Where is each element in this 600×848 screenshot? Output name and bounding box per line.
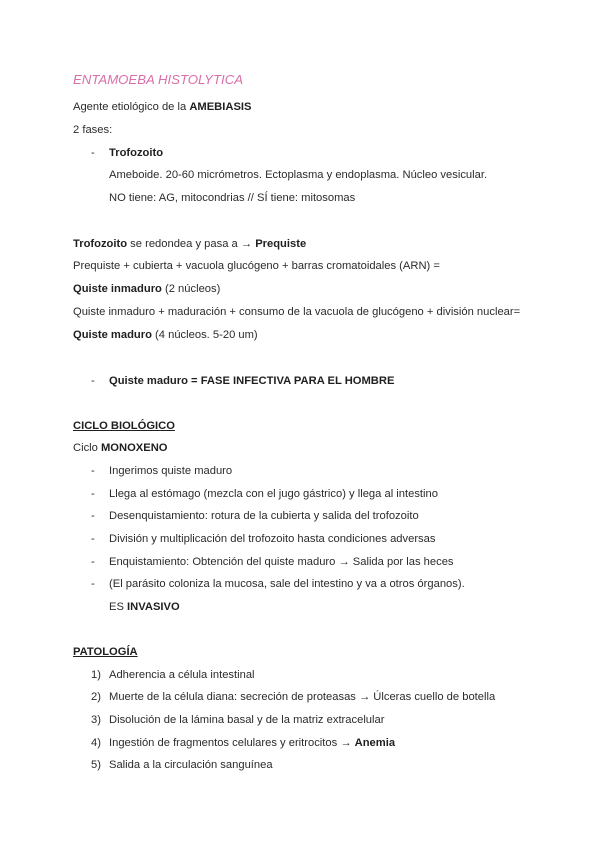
transformation-mid: se redondea y pasa a →	[127, 238, 256, 250]
cycle-type-bold: MONOXENO	[100, 442, 168, 454]
document-title: ENTAMOEBA HISTOLYTICA	[73, 72, 244, 87]
invasive-prefix: ES	[109, 601, 128, 613]
pathology-heading: PATOLOGÍA	[73, 646, 138, 658]
bullet-dash: -	[91, 556, 95, 568]
trofozoito-desc-1: Ameboide. 20-60 micrómetros. Ectoplasma y endoplasma. Núcleo vesicular.	[109, 169, 488, 181]
cycle-item-text: Ingerimos quiste maduro	[109, 465, 233, 477]
transformation-line-1	[73, 237, 306, 251]
cycle-item-text: Enquistamiento: Obtención del quiste maduro → Salida por las heces	[109, 556, 454, 568]
agent-bold: AMEBIASIS	[189, 101, 252, 113]
cycle-item-text: (El parásito coloniza la mucosa, sale del intestino y va a otros órganos).	[109, 578, 465, 590]
cycle-heading: CICLO BIOLÓGICO	[73, 420, 175, 432]
bullet-dash: -	[91, 578, 95, 590]
cycle-item-text: Llega al estómago (mezcla con el jugo gástrico) y llega al intestino	[109, 488, 438, 500]
pathology-item-text: Muerte de la célula diana: secreción de proteasas → Úlceras cuello de botella	[109, 691, 496, 703]
invasive-bold: INVASIVO	[127, 601, 180, 613]
cycle-item-text: División y multiplicación del trofozoito hasta condiciones adversas	[109, 533, 436, 545]
pathology-item-text: Ingestión de fragmentos celulares y eritrocitos →	[109, 737, 355, 749]
quiste-maduro-rest: (4 núcleos. 5-20 um)	[151, 329, 258, 341]
pathology-item-text: Salida a la circulación sanguínea	[109, 759, 273, 771]
pathology-item-text: Adherencia a célula intestinal	[109, 669, 255, 681]
pathology-item-line	[109, 736, 395, 750]
transformation-line-4: Quiste inmaduro + maduración + consumo de la vacuola de glucógeno + división nuclear=	[73, 306, 521, 318]
transformation-line-3	[73, 282, 220, 296]
bullet-dash: -	[91, 533, 95, 545]
invasive-line	[109, 600, 180, 614]
agent-line	[73, 100, 251, 114]
trofozoito-desc-2: NO tiene: AG, mitocondrias // SÍ tiene: mitosomas	[109, 192, 356, 204]
transformation-line-5	[73, 328, 258, 342]
item-number: 1)	[91, 669, 101, 681]
trofozoito-heading: Trofozoito	[109, 147, 164, 159]
bullet-dash: -	[91, 147, 95, 159]
cycle-type-line	[73, 441, 168, 455]
item-number: 3)	[91, 714, 101, 726]
anemia-bold: Anemia	[354, 737, 396, 749]
item-number: 5)	[91, 759, 101, 771]
bullet-dash: -	[91, 375, 95, 387]
bullet-dash: -	[91, 488, 95, 500]
cycle-type-prefix: Ciclo	[73, 442, 101, 454]
infective-text: Quiste maduro = FASE INFECTIVA PARA EL HOMBRE	[109, 375, 395, 387]
trofozoito-bold: Trofozoito	[73, 238, 128, 250]
phases-line: 2 fases:	[73, 124, 113, 136]
quiste-inmaduro-rest: (2 núcleos)	[161, 283, 221, 295]
bullet-dash: -	[91, 510, 95, 522]
item-number: 4)	[91, 737, 101, 749]
pathology-item-text: Disolución de la lámina basal y de la matriz extracelular	[109, 714, 385, 726]
prequiste-bold: Prequiste	[255, 238, 307, 250]
cycle-item-text: Desenquistamiento: rotura de la cubierta y salida del trofozoito	[109, 510, 419, 522]
agent-prefix: Agente etiológico de la	[73, 101, 190, 113]
quiste-maduro-bold: Quiste maduro	[73, 329, 152, 341]
quiste-inmaduro-bold: Quiste inmaduro	[73, 283, 162, 295]
bullet-dash: -	[91, 465, 95, 477]
item-number: 2)	[91, 691, 101, 703]
transformation-line-2: Prequiste + cubierta + vacuola glucógeno + barras cromatoidales (ARN) =	[73, 260, 440, 272]
